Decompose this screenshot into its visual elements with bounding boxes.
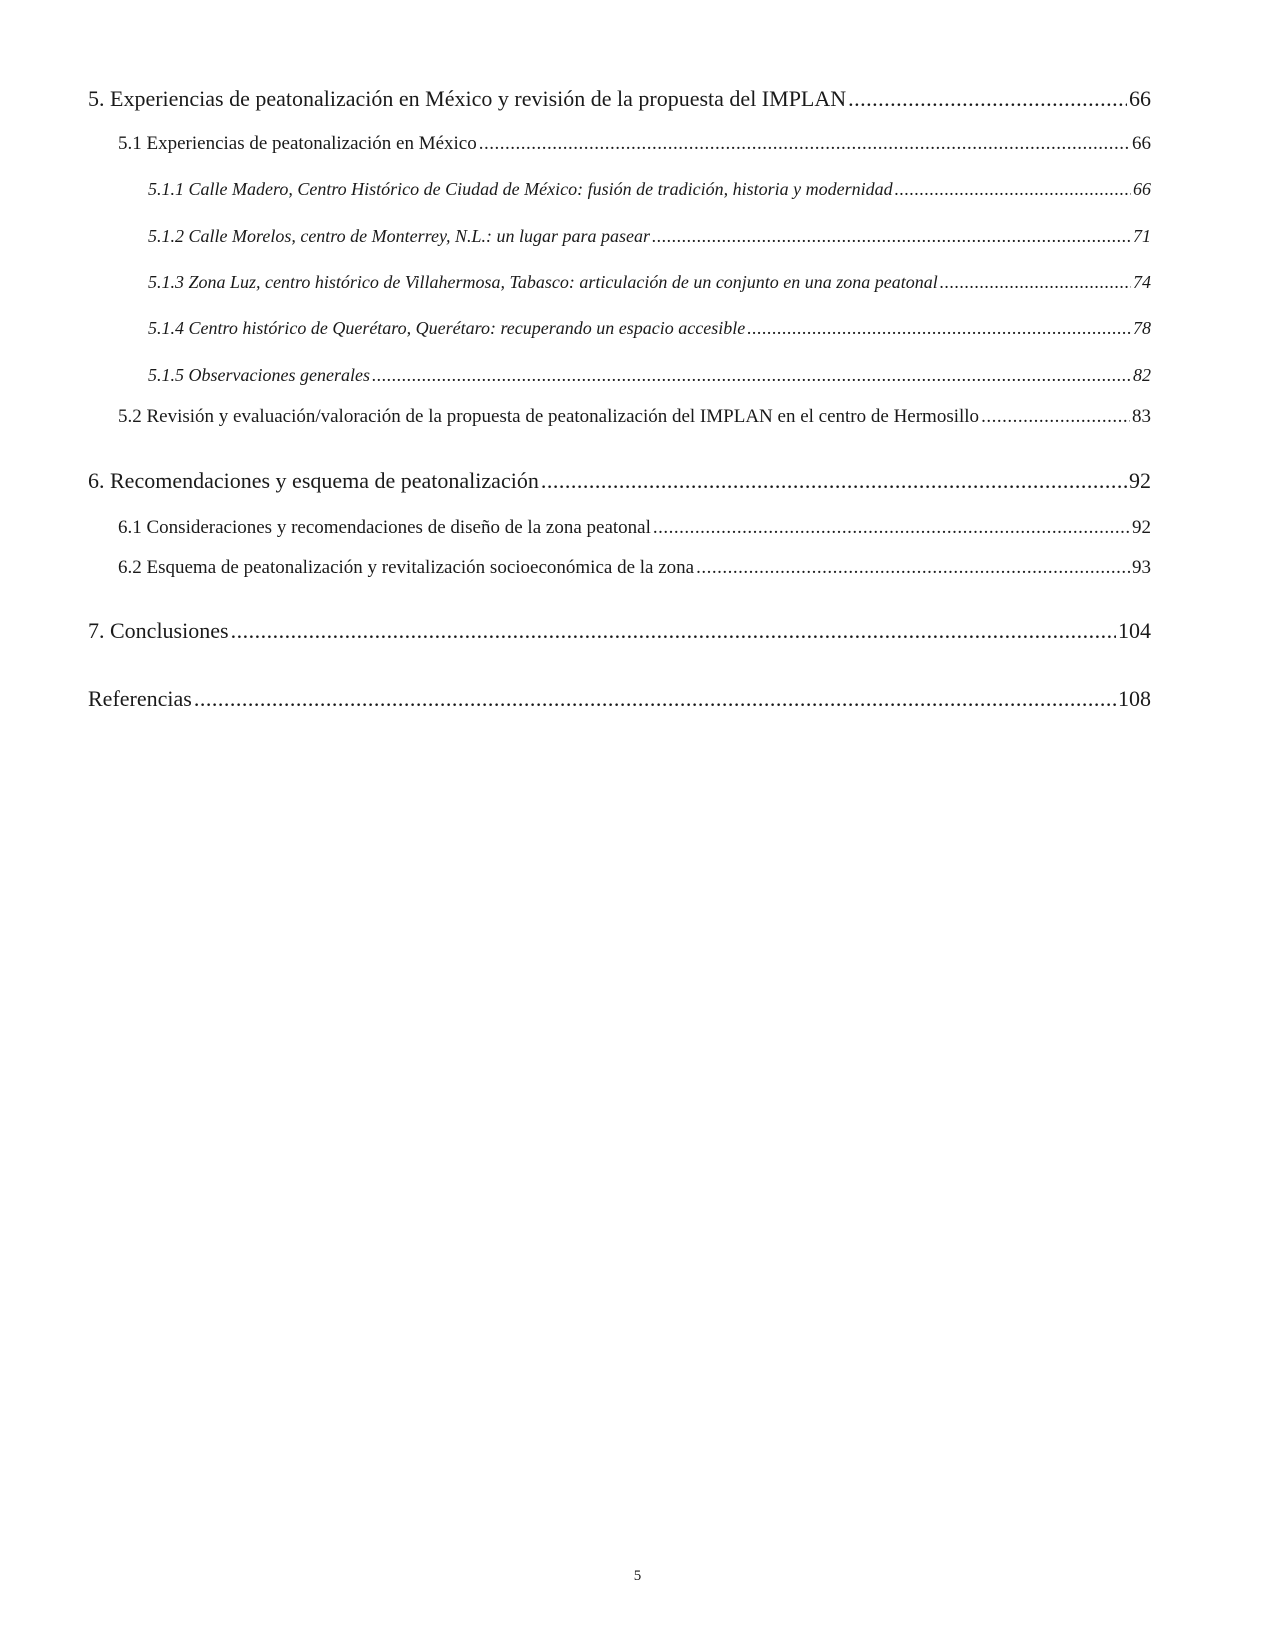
toc-entry-section-5-2[interactable] <box>118 406 1151 428</box>
toc-entry-section-5-1-4[interactable] <box>148 318 1151 339</box>
dot-leader <box>940 272 1131 293</box>
toc-entry-page: 92 <box>1129 468 1151 493</box>
toc-entry-page: 71 <box>1133 226 1151 246</box>
toc-entry-title: 5.1.4 Centro histórico de Querétaro, Querétaro: recuperando un espacio accesible <box>148 318 746 338</box>
toc-entry-section-6-1[interactable] <box>118 517 1151 539</box>
toc-entry-references[interactable] <box>88 686 1151 712</box>
toc-entry-section-5-1-2[interactable] <box>148 226 1151 247</box>
dot-leader <box>981 406 1130 428</box>
toc-entry-page: 82 <box>1133 365 1151 385</box>
toc-entry-title: 5.1.2 Calle Morelos, centro de Monterrey, N.L.: un lugar para pasear <box>148 226 650 246</box>
page-number: 5 <box>633 1568 642 1584</box>
toc-entry-section-5-1-1[interactable] <box>148 179 1151 200</box>
toc-entry-page: 74 <box>1133 272 1151 292</box>
toc-entry-title: 6. Recomendaciones y esquema de peatonalización <box>88 468 539 493</box>
toc-entry-chapter-5[interactable] <box>88 86 1151 112</box>
toc-entry-chapter-6[interactable] <box>88 468 1151 494</box>
dot-leader <box>895 179 1131 200</box>
toc-entry-section-5-1[interactable] <box>118 133 1151 155</box>
toc-entry-section-5-1-3[interactable] <box>148 272 1151 293</box>
toc-entry-page: 66 <box>1129 86 1151 111</box>
toc-entry-page: 104 <box>1118 618 1151 643</box>
toc-entry-title: 5.1.1 Calle Madero, Centro Histórico de Ciudad de México: fusión de tradición, historia y modernidad <box>148 179 893 199</box>
dot-leader <box>696 557 1130 579</box>
toc-entry-page: 83 <box>1132 406 1151 427</box>
dot-leader <box>479 133 1130 155</box>
toc-entry-title: 5.1.3 Zona Luz, centro histórico de Villahermosa, Tabasco: articulación de un conjunto en una zona peatonal <box>148 272 938 292</box>
dot-leader <box>194 686 1116 712</box>
toc-entry-title: 5. Experiencias de peatonalización en México y revisión de la propuesta del IMPLAN <box>88 86 847 111</box>
toc-entry-title: 7. Conclusiones <box>88 618 229 643</box>
toc-entry-page: 92 <box>1132 517 1151 538</box>
dot-leader <box>652 226 1131 247</box>
toc-entry-title: 5.1 Experiencias de peatonalización en México <box>118 133 477 154</box>
dot-leader <box>653 517 1130 539</box>
toc-entry-page: 108 <box>1118 686 1151 711</box>
toc-entry-chapter-7[interactable] <box>88 618 1151 644</box>
toc-entry-page: 66 <box>1132 133 1151 154</box>
toc-entry-title: 6.1 Consideraciones y recomendaciones de diseño de la zona peatonal <box>118 517 651 538</box>
dot-leader <box>541 468 1127 494</box>
dot-leader <box>231 618 1116 644</box>
dot-leader <box>747 318 1131 339</box>
toc-entry-title: 5.2 Revisión y evaluación/valoración de la propuesta de peatonalización del IMPLAN en el centro de Hermosillo <box>118 406 980 427</box>
dot-leader <box>848 86 1127 112</box>
toc-entry-title: 6.2 Esquema de peatonalización y revitalización socioeconómica de la zona <box>118 557 695 578</box>
toc-entry-page: 66 <box>1133 179 1151 199</box>
toc-entry-section-5-1-5[interactable] <box>148 365 1151 386</box>
toc-entry-section-6-2[interactable] <box>118 557 1151 579</box>
toc-entry-title: 5.1.5 Observaciones generales <box>148 365 370 385</box>
toc-entry-page: 93 <box>1132 557 1151 578</box>
toc-entry-page: 78 <box>1133 318 1151 338</box>
toc-entry-title: Referencias <box>88 686 192 711</box>
dot-leader <box>372 365 1131 386</box>
